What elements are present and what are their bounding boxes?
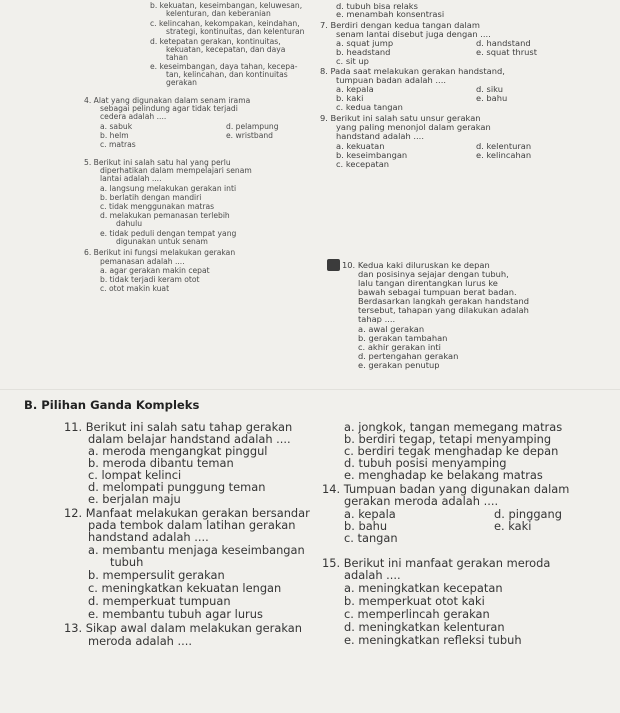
top-text-line: a. langsung melakukan gerakan inti — [100, 184, 237, 193]
top-text-line: 5. Berikut ini salah satu hal yang perlu — [84, 158, 231, 167]
bottom-text-line: 13. Sikap awal dalam melakukan gerakan — [64, 621, 302, 635]
top-text-line: strategi, kontinuitas, dan kelenturan — [166, 27, 305, 36]
bottom-text-line: c. berdiri tegak menghadap ke depan — [344, 444, 559, 458]
top-text-line: e. keseimbangan, daya tahan, kecepa- — [150, 62, 298, 71]
top-text-line: tan, kelincahan, dan kontinuitas — [166, 70, 288, 79]
top-text-line: c. kedua tangan — [336, 102, 403, 112]
top-text-line: e. kelincahan — [476, 150, 532, 160]
top-text-line: digunakan untuk senam — [116, 237, 208, 246]
top-text-line: lalu tangan direntangkan lurus ke — [358, 278, 498, 288]
top-text-line: yang paling menonjol dalam gerakan — [336, 122, 491, 132]
bottom-text-line: 15. Berikut ini manfaat gerakan meroda — [322, 556, 551, 570]
top-text-line: tersebut, tahapan yang dilakukan adalah — [358, 305, 529, 315]
top-text-line: c. tidak menggunakan matras — [100, 202, 215, 211]
top-text-line: e. bahu — [476, 93, 508, 103]
bottom-text-line: e. menghadap ke belakang matras — [344, 468, 543, 482]
bottom-text-line: d. meningkatkan kelenturan — [344, 620, 505, 634]
bottom-text-line: e. membantu tubuh agar lurus — [88, 607, 263, 621]
top-text-line: b. headstand — [336, 47, 391, 57]
top-text-line: c. sit up — [336, 56, 369, 66]
bottom-text-line: handstand adalah .... — [88, 530, 209, 544]
top-text-line: d. ketepatan gerakan, kontinuitas, — [150, 37, 281, 46]
section-title: B. Pilihan Ganda Kompleks — [24, 398, 200, 412]
bottom-text-line: tubuh — [110, 555, 144, 569]
bottom-text-line: e. meningkatkan refleksi tubuh — [344, 633, 522, 647]
bottom-text-line: a. membantu menjaga keseimbangan — [88, 543, 305, 557]
bottom-text-line: b. memperkuat otot kaki — [344, 594, 485, 608]
bottom-text-line: e. kaki — [494, 519, 532, 533]
top-text-line: pemanasan adalah .... — [100, 257, 185, 266]
top-text-line: bawah sebagai tumpuan berat badan. — [358, 287, 517, 297]
top-text-line: d. pelampung — [226, 122, 279, 131]
top-text-line: tumpuan badan adalah .... — [336, 75, 446, 85]
top-text-line: c. kelincahan, kekompakan, keindahan, — [150, 19, 300, 28]
bottom-text-line: b. meroda dibantu teman — [88, 456, 234, 470]
bottom-text-line: c. meningkatkan kekuatan lengan — [88, 581, 282, 595]
question-badge-icon — [327, 259, 340, 271]
top-text-line: e. tidak peduli dengan tempat yang — [100, 229, 237, 238]
top-text-line: a. squat jump — [336, 38, 394, 48]
bottom-text-line: 14. Tumpuan badan yang digunakan dalam — [322, 482, 570, 496]
top-text-line: b. tidak terjadi keram otot — [100, 275, 200, 284]
bottom-text-line: c. memperlincah gerakan — [344, 607, 490, 621]
top-text-line: tahan — [166, 53, 188, 62]
top-text-line: 4. Alat yang digunakan dalam senam irama — [84, 96, 251, 105]
bottom-text-line: 12. Manfaat melakukan gerakan bersandar — [64, 506, 310, 520]
bottom-text-line: e. berjalan maju — [88, 492, 181, 506]
bottom-text-line: a. kepala — [344, 507, 396, 521]
top-text-line: b. keseimbangan — [336, 150, 408, 160]
bottom-text-line: b. mempersulit gerakan — [88, 568, 225, 582]
bottom-text-line: a. meningkatkan kecepatan — [344, 581, 503, 595]
top-text-line: gerakan — [166, 78, 197, 87]
bottom-text-line: pada tembok dalam latihan gerakan — [88, 518, 296, 532]
top-text-line: dahulu — [116, 219, 143, 228]
top-text-line: c. matras — [100, 140, 136, 149]
bottom-text-line: b. berdiri tegap, tetapi menyamping — [344, 432, 552, 446]
bottom-text-line: d. pinggang — [494, 507, 562, 521]
top-text-line: dan posisinya sejajar dengan tubuh, — [358, 269, 509, 279]
bottom-text-line: a. jongkok, tangan memegang matras — [344, 420, 563, 434]
top-text-line: 9. Berikut ini salah satu unsur gerakan — [320, 113, 481, 123]
top-text-line: e. wristband — [226, 131, 273, 140]
top-text-line: a. kekuatan — [336, 141, 385, 151]
top-text-line: sebagai pelindung agar tidak terjadi — [100, 104, 238, 113]
top-text-line: senam lantai disebut juga dengan .... — [336, 29, 491, 39]
top-text-line: b. kekuatan, keseimbangan, keluwesan, — [150, 1, 303, 10]
top-text-line: e. menambah konsentrasi — [336, 9, 445, 19]
top-text-line: a. agar gerakan makin cepat — [100, 266, 210, 275]
top-text-line: c. akhir gerakan inti — [358, 342, 441, 352]
top-text-line: diperhatikan dalam mempelajari senam — [100, 166, 252, 175]
top-text-line: 8. Pada saat melakukan gerakan handstand, — [320, 66, 505, 76]
bottom-text-line: d. melompati punggung teman — [88, 480, 266, 494]
top-text-line: e. gerakan penutup — [358, 360, 440, 370]
bottom-text-line: d. memperkuat tumpuan — [88, 594, 231, 608]
top-text-line: d. handstand — [476, 38, 531, 48]
bottom-text-line: meroda adalah .... — [88, 634, 192, 648]
bottom-text-line: gerakan meroda adalah .... — [344, 494, 499, 508]
top-text-line: lantai adalah .... — [100, 174, 162, 183]
bottom-text-line: b. bahu — [344, 519, 388, 533]
top-text-line: tahap .... — [358, 314, 396, 324]
bottom-text-line: dalam belajar handstand adalah .... — [88, 432, 291, 446]
top-text-line: c. kecepatan — [336, 159, 390, 169]
top-text-line: Berdasarkan langkah gerakan handstand — [358, 296, 529, 306]
top-text-line: c. otot makin kuat — [100, 284, 170, 293]
top-text-line: d. tubuh bisa relaks — [336, 1, 418, 11]
bottom-text-line: 11. Berikut ini salah satu tahap gerakan — [64, 420, 293, 434]
top-text-line: a. awal gerakan — [358, 324, 425, 334]
top-text-line: cedera adalah .... — [100, 112, 167, 121]
bottom-text-line: adalah .... — [344, 568, 401, 582]
top-text-line: b. helm — [100, 131, 129, 140]
bottom-text-line: a. meroda mengangkat pinggul — [88, 444, 268, 458]
top-text-line: handstand adalah .... — [336, 131, 424, 141]
top-text-line: e. squat thrust — [476, 47, 537, 57]
top-text-line: b. kaki — [336, 93, 364, 103]
top-text-line: 10. Kedua kaki diluruskan ke depan — [342, 260, 490, 270]
section-divider — [0, 389, 620, 390]
top-text-line: a. sabuk — [100, 122, 133, 131]
bottom-text-line: c. lompat kelinci — [88, 468, 182, 482]
top-text-line: d. pertengahan gerakan — [358, 351, 459, 361]
top-text-line: 7. Berdiri dengan kedua tangan dalam — [320, 20, 480, 30]
bottom-text-line: d. tubuh posisi menyamping — [344, 456, 507, 470]
top-text-line: b. gerakan tambahan — [358, 333, 448, 343]
top-text-line: 6. Berikut ini fungsi melakukan gerakan — [84, 248, 236, 257]
top-text-line: b. berlatih dengan mandiri — [100, 193, 202, 202]
top-text-line: kelenturan, dan keberanian — [166, 9, 271, 18]
top-text-line: d. melakukan pemanasan terlebih — [100, 211, 230, 220]
bottom-text-line: c. tangan — [344, 531, 398, 545]
top-text-line: d. siku — [476, 84, 503, 94]
top-text-line: d. kelenturan — [476, 141, 532, 151]
top-text-line: a. kepala — [336, 84, 374, 94]
top-text-line: kekuatan, kecepatan, dan daya — [166, 45, 286, 54]
